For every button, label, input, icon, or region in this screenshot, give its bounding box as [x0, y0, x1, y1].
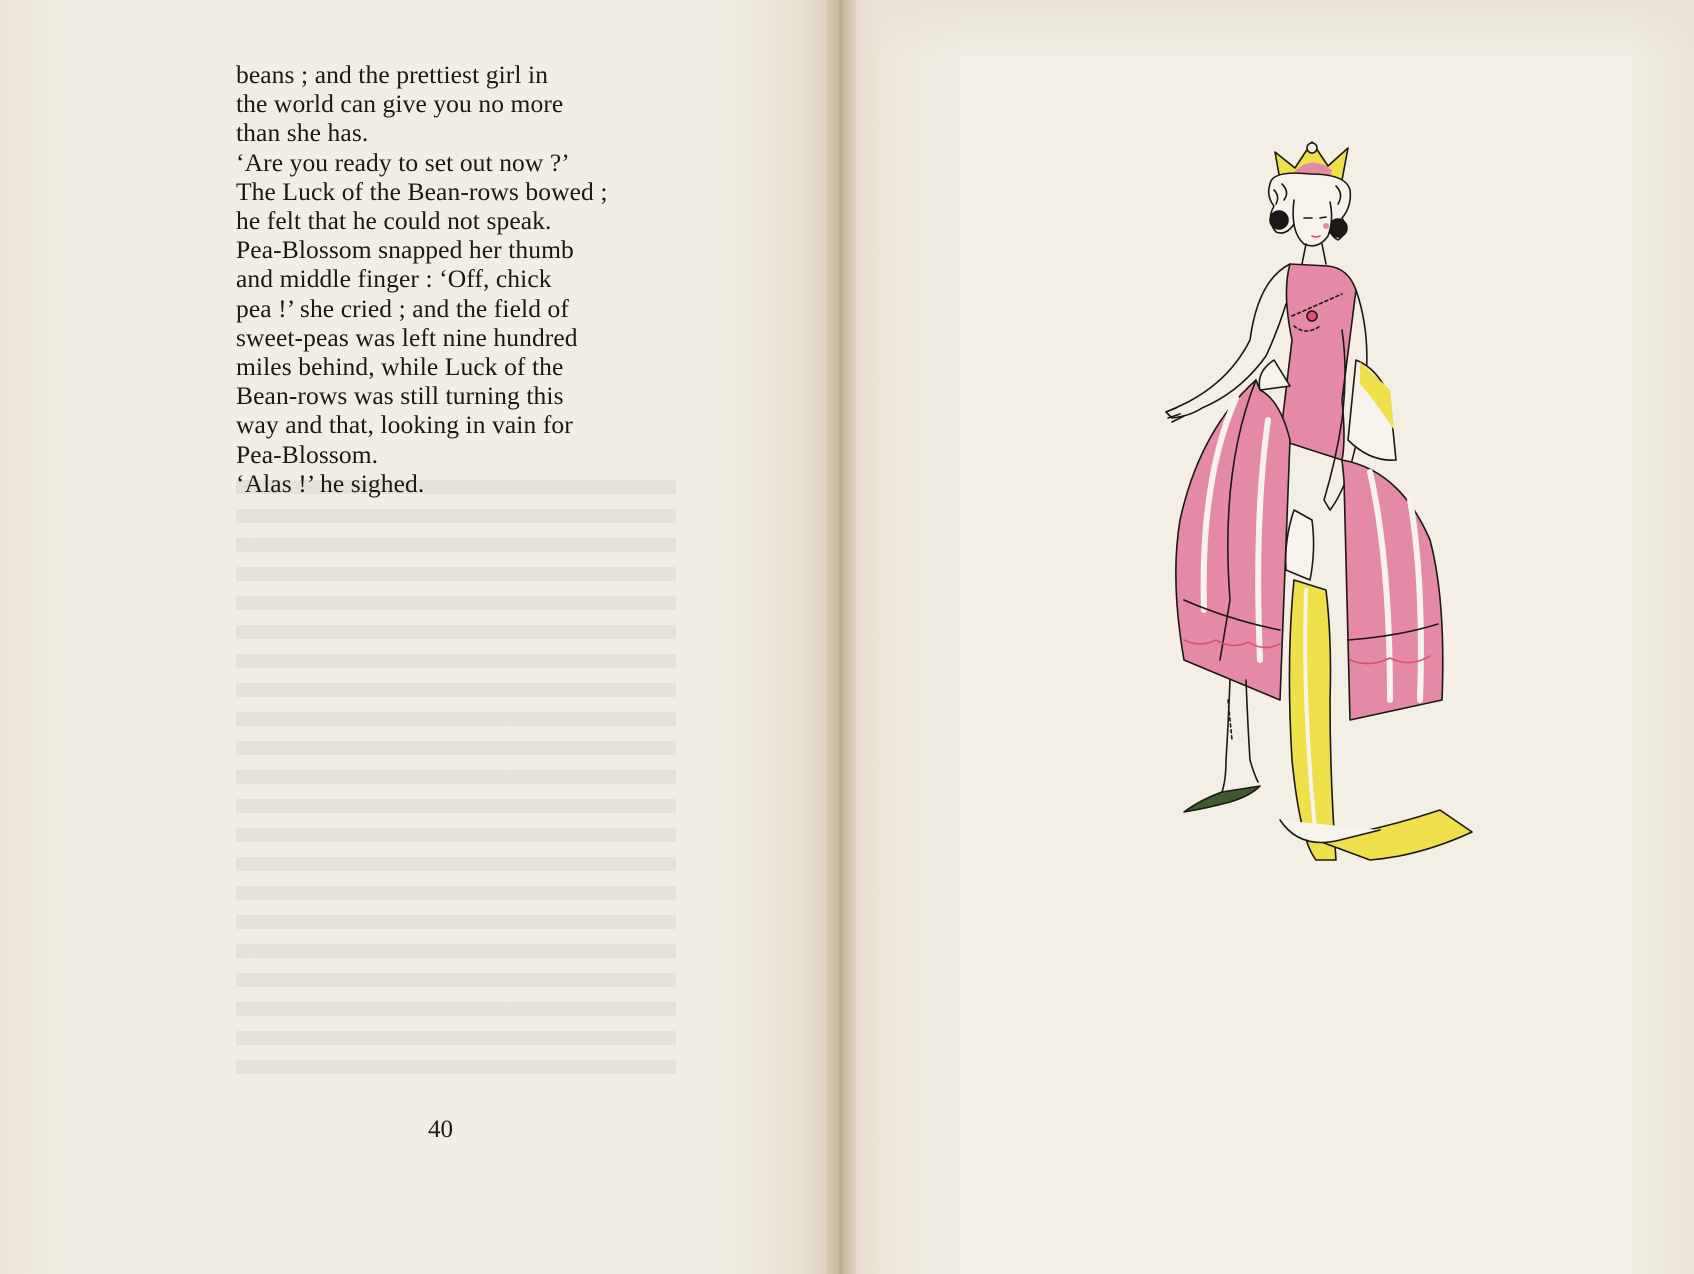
text-line: beans ; and the prettiest girl in [236, 60, 549, 89]
text-line: the world can give you no more [236, 89, 564, 119]
text-line: sweet-peas was left nine hundred [236, 322, 578, 352]
text-line: Pea-Blossom snapped her thumb [236, 235, 574, 265]
text-line: Pea-Blossom. [236, 439, 379, 469]
text-line: ‘Alas !’ he sighed. [236, 468, 425, 498]
text-line: miles behind, while Luck of the [236, 352, 564, 382]
show-through-text [236, 480, 676, 1080]
text-line: and middle finger : ‘Off, chick [236, 264, 552, 294]
crowned-lady-illustration-icon [1080, 140, 1580, 920]
book-gutter [826, 0, 856, 1274]
text-line: way and that, looking in vain for [236, 410, 573, 440]
text-line: pea !’ she cried ; and the field of [236, 293, 569, 323]
story-text [236, 60, 676, 498]
page-number: 40 [428, 1116, 453, 1143]
text-line: he felt that he could not speak. [236, 206, 552, 236]
text-line: than she has. [236, 118, 369, 148]
text-line: Bean-rows was still turning this [236, 381, 564, 411]
left-page [0, 0, 838, 1274]
page-top-shadow [870, 0, 1694, 58]
text-line: ‘Are you ready to set out now ?’ [236, 147, 570, 177]
text-line: The Luck of the Bean-rows bowed ; [236, 176, 608, 206]
